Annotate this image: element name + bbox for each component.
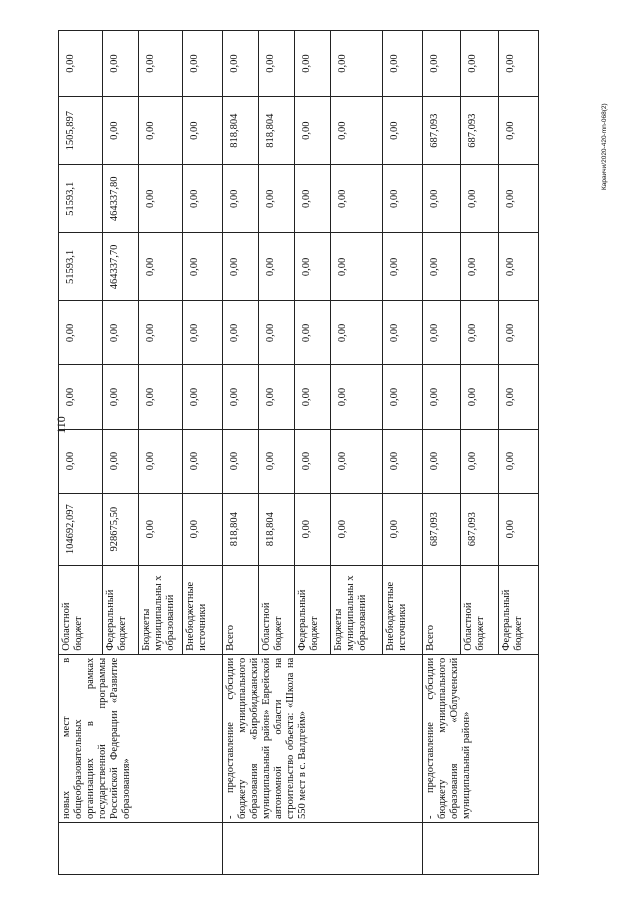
amount-cell: 0,00 [295, 429, 331, 493]
amount-cell: 0,00 [499, 365, 539, 429]
measure-description-cell: - предоставление субсидии бюджету муниципального образования «Облученский муниципальный район» [423, 654, 539, 822]
amount-cell: 0,00 [259, 233, 295, 301]
funding-source-cell: Всего [223, 565, 259, 654]
amount-cell: 0,00 [183, 365, 223, 429]
amount-cell: 0,00 [295, 31, 331, 97]
funding-source-cell: Федеральный бюджет [499, 565, 539, 654]
funding-source-cell: Областной бюджет [259, 565, 295, 654]
amount-cell: 0,00 [223, 233, 259, 301]
amount-cell: 0,00 [183, 429, 223, 493]
amount-cell: 104692,097 [59, 493, 103, 565]
amount-cell: 0,00 [295, 165, 331, 233]
amount-cell: 464337,80 [103, 165, 139, 233]
page-number: 110 [54, 416, 68, 434]
amount-cell: 0,00 [103, 365, 139, 429]
amount-cell: 0,00 [103, 97, 139, 165]
amount-cell: 0,00 [331, 31, 383, 97]
amount-cell: 0,00 [423, 31, 461, 97]
amount-cell: 0,00 [499, 493, 539, 565]
amount-cell: 0,00 [139, 97, 183, 165]
amount-cell: 0,00 [383, 493, 423, 565]
amount-cell: 0,00 [259, 301, 295, 365]
amount-cell: 0,00 [295, 365, 331, 429]
amount-cell: 818,804 [223, 97, 259, 165]
amount-cell: 0,00 [383, 301, 423, 365]
amount-cell: 0,00 [499, 165, 539, 233]
amount-cell: 0,00 [259, 165, 295, 233]
amount-cell: 687,093 [423, 493, 461, 565]
amount-cell: 928675,50 [103, 493, 139, 565]
amount-cell: 0,00 [499, 301, 539, 365]
budget-table-rotated [58, 30, 524, 875]
amount-cell: 0,00 [499, 233, 539, 301]
amount-cell: 0,00 [139, 165, 183, 233]
amount-cell: 0,00 [223, 301, 259, 365]
funding-source-cell: Бюджеты муниципальны х образований [331, 565, 383, 654]
funding-source-cell: Областной бюджет [59, 565, 103, 654]
amount-cell: 0,00 [223, 165, 259, 233]
amount-cell: 51593,1 [59, 233, 103, 301]
amount-cell: 0,00 [331, 365, 383, 429]
amount-cell: 0,00 [383, 365, 423, 429]
amount-cell: 0,00 [295, 97, 331, 165]
amount-cell: 0,00 [139, 301, 183, 365]
funding-source-cell: Областной бюджет [461, 565, 499, 654]
amount-cell: 0,00 [259, 429, 295, 493]
amount-cell: 0,00 [139, 365, 183, 429]
amount-cell: 1505,897 [59, 97, 103, 165]
amount-cell: 0,00 [423, 233, 461, 301]
amount-cell: 687,093 [423, 97, 461, 165]
amount-cell: 0,00 [499, 31, 539, 97]
table-row [423, 31, 461, 875]
measure-description-cell: новых мест в общеобразовательных организациях в рамках государственной программы Российской Федерации «Развитие образования» [59, 654, 223, 822]
amount-cell: 0,00 [59, 429, 103, 493]
amount-cell: 0,00 [183, 493, 223, 565]
row-number-cell [59, 822, 223, 874]
amount-cell: 0,00 [383, 233, 423, 301]
measure-description-cell: - предоставление субсидии бюджету муниципального образования «Биробиджанский муниципальный район» Еврейской автономной области на строительство объекта: «Школа на 550 мест в с. Валдгейм» [223, 654, 423, 822]
amount-cell: 0,00 [331, 97, 383, 165]
amount-cell: 0,00 [183, 31, 223, 97]
amount-cell: 0,00 [295, 493, 331, 565]
amount-cell: 0,00 [423, 429, 461, 493]
amount-cell: 0,00 [461, 301, 499, 365]
amount-cell: 0,00 [139, 233, 183, 301]
amount-cell: 0,00 [223, 31, 259, 97]
amount-cell: 0,00 [423, 165, 461, 233]
amount-cell: 0,00 [423, 365, 461, 429]
table-row [223, 31, 259, 875]
amount-cell: 0,00 [461, 31, 499, 97]
amount-cell: 0,00 [499, 429, 539, 493]
table-row [59, 31, 103, 875]
row-number-cell [223, 822, 423, 874]
amount-cell: 0,00 [383, 97, 423, 165]
row-number-cell [423, 822, 539, 874]
amount-cell: 0,00 [223, 429, 259, 493]
amount-cell: 0,00 [59, 301, 103, 365]
amount-cell: 818,804 [223, 493, 259, 565]
funding-source-cell: Внебюджетные источники [183, 565, 223, 654]
amount-cell: 0,00 [295, 233, 331, 301]
side-stamp: Караичи/2020-420-mn-068(2) [601, 103, 608, 190]
amount-cell: 818,804 [259, 493, 295, 565]
amount-cell: 0,00 [139, 429, 183, 493]
amount-cell: 0,00 [139, 493, 183, 565]
amount-cell: 0,00 [461, 233, 499, 301]
amount-cell: 0,00 [183, 165, 223, 233]
amount-cell: 0,00 [259, 31, 295, 97]
amount-cell: 687,093 [461, 493, 499, 565]
amount-cell: 687,093 [461, 97, 499, 165]
funding-source-cell: Федеральный бюджет [103, 565, 139, 654]
amount-cell: 51593,1 [59, 165, 103, 233]
amount-cell: 0,00 [103, 429, 139, 493]
amount-cell: 0,00 [331, 429, 383, 493]
funding-source-cell: Федеральный бюджет [295, 565, 331, 654]
amount-cell: 464337,70 [103, 233, 139, 301]
amount-cell: 0,00 [183, 97, 223, 165]
amount-cell: 818,804 [259, 97, 295, 165]
amount-cell: 0,00 [461, 165, 499, 233]
amount-cell: 0,00 [331, 233, 383, 301]
amount-cell: 0,00 [59, 31, 103, 97]
amount-cell: 0,00 [139, 31, 183, 97]
amount-cell: 0,00 [259, 365, 295, 429]
amount-cell: 0,00 [223, 365, 259, 429]
amount-cell: 0,00 [461, 365, 499, 429]
amount-cell: 0,00 [461, 429, 499, 493]
amount-cell: 0,00 [499, 97, 539, 165]
amount-cell: 0,00 [183, 301, 223, 365]
amount-cell: 0,00 [331, 165, 383, 233]
funding-source-cell: Бюджеты муниципальны х образований [139, 565, 183, 654]
amount-cell: 0,00 [103, 31, 139, 97]
budget-table [58, 30, 539, 875]
amount-cell: 0,00 [59, 365, 103, 429]
amount-cell: 0,00 [383, 165, 423, 233]
amount-cell: 0,00 [423, 301, 461, 365]
amount-cell: 0,00 [383, 31, 423, 97]
amount-cell: 0,00 [103, 301, 139, 365]
amount-cell: 0,00 [183, 233, 223, 301]
amount-cell: 0,00 [331, 301, 383, 365]
amount-cell: 0,00 [331, 493, 383, 565]
amount-cell: 0,00 [295, 301, 331, 365]
funding-source-cell: Внебюджетные источники [383, 565, 423, 654]
amount-cell: 0,00 [383, 429, 423, 493]
funding-source-cell: Всего [423, 565, 461, 654]
